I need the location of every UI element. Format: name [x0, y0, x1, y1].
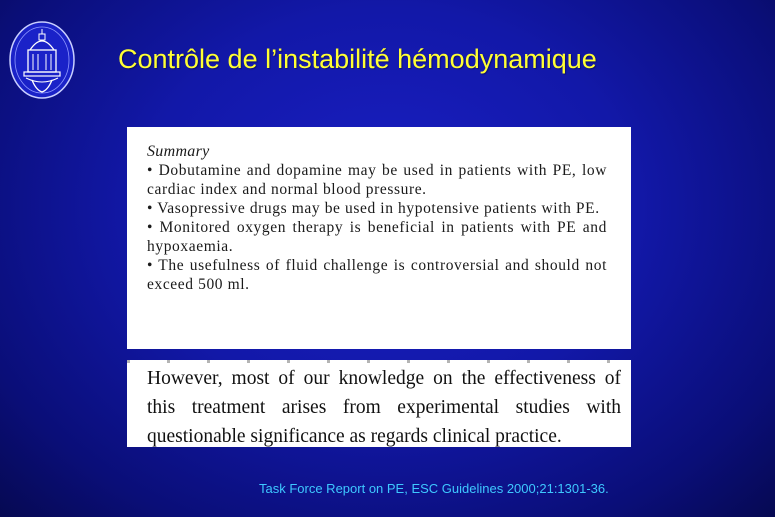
summary-item: • Dobutamine and dopamine may be used in patients with PE, low cardiac index and normal blood pressure.	[147, 162, 607, 198]
slide-title: Contrôle de l’instabilité hémodynamique	[118, 44, 597, 74]
quote-text: However, most of our knowledge on the effectiveness of this treatment arises from experimental studies with questionable significance as regards clinical practice.	[147, 368, 621, 447]
summary-item: • Monitored oxygen therapy is beneficial in patients with PE and hypoxaemia.	[147, 219, 607, 255]
quote-panel	[127, 360, 631, 447]
summary-item: • The usefulness of fluid challenge is controversial and should not exceed 500 ml.	[147, 257, 607, 293]
summary-item: • Vasopressive drugs may be used in hypotensive patients with PE.	[147, 200, 600, 217]
summary-heading: Summary	[147, 143, 210, 160]
summary-panel	[127, 127, 631, 349]
institution-seal-icon	[8, 20, 76, 100]
citation: Task Force Report on PE, ESC Guidelines 2000;21:1301-36.	[259, 481, 609, 496]
cropped-text-edge	[127, 360, 631, 363]
